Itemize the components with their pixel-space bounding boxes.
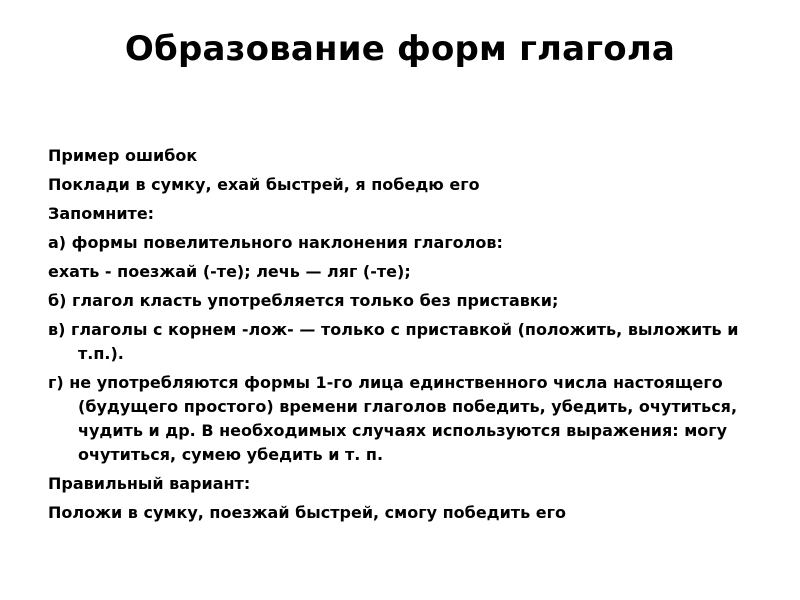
slide-title: Образование форм глагола [124,29,676,69]
paragraph-correct-example: Положи в сумку, поезжай быстрей, смогу победить его [48,503,566,522]
paragraph-rule-a-example: ехать - поезжай (-те); лечь — ляг (-те); [48,262,411,281]
slide-body [48,144,768,530]
paragraph-correct-heading: Правильный вариант: [48,474,251,493]
paragraph-rule-d: г) не употребляются формы 1-го лица единственного числа настоящего (будущего простого) времени глаголов победить, убедить, очутиться, чудить и др. В необходимых случаях используются выражения: могу очутиться, сумею убедить и т. п. [48,373,738,464]
paragraph-rule-c: в) глаголы с корнем -лож- — только с приставкой (положить, выложить и т.п.). [48,320,739,363]
paragraph-rule-b: б) глагол класть употребляется только без приставки; [48,291,559,310]
paragraph-rule-a: а) формы повелительного наклонения глаголов: [48,233,503,252]
paragraph-error-example: Поклади в сумку, ехай быстрей, я победю его [48,175,480,194]
paragraph-remember-heading: Запомните: [48,204,155,223]
paragraph-errors-heading: Пример ошибок [48,146,198,165]
